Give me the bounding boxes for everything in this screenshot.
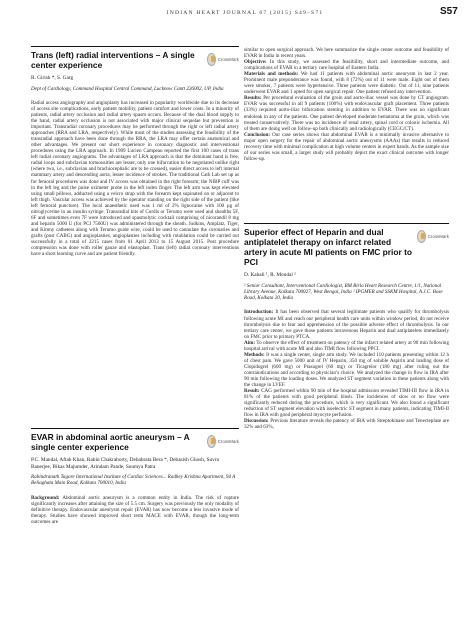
section-label: Introduction: [244, 309, 274, 316]
crossmark-badge[interactable] [417, 229, 449, 243]
article-body [31, 495, 239, 525]
article-affiliation: Rabindranath Tagore International Institute of Cardiac Sciences... Radhey Krishna Apartment, 94 A Beliaghata Main Road, Kolkata 700010, India [31, 474, 236, 487]
crossmark-icon [417, 230, 426, 243]
article-divider [31, 46, 239, 47]
article-authors: P.C. Mandal, Aftab Khan, Rabin Chakraborty, Debabrata Bera *, Debasish Ghosh, Suvro Banerjee, Bikas Majumder, Arindam Pande, Soumya Patra [31, 457, 220, 470]
crossmark-label: CrossMark [427, 233, 449, 239]
page-number: S57 [440, 6, 458, 17]
body-paragraph: Abdominal aortic aneurysm is a common entity in India. The risk of rupture significantly increases after attaining the size of 5.5 cm. Surgery was previously the only modality of definitive therapy. Endovascular aneurysm repair (EVAR) has now become a less invasive mode of therapy. Studies have showed improved short term MACE with EVAR, though the long-term outcomes are [31, 494, 239, 525]
body-paragraph: It has been observed that several legitimate patients who qualify for thrombolysis following acute MI and reach our peripheral health care units within window period, do not receive thrombolysis due to fear and apprehension of the possible adverse effect of thrombolysis. In our tertiary care center, we gave those patients intravenous Heparin and dual antiplatelets immediately on FMC prior to primary PTCA. [244, 309, 449, 340]
crossmark-icon [207, 53, 216, 66]
article-affiliation: ¹ Senior Consultant, Interventional Cardiologist, BM Birla Heart Research Centre, 1/1, National Library Avenue, Kolkata 700027, West Bengal, India ² IPGMER and SSKM Hospital, A.J.C. Bose Road, Kolkata 20, India [244, 282, 443, 302]
article-divider [244, 223, 449, 224]
section-label: Materials and methods: [244, 71, 299, 78]
section-label: Objective: [244, 59, 267, 66]
crossmark-label: CrossMark [217, 56, 239, 62]
body-paragraph: similar to open surgical approach. We here summarize the single center outcome and feasibility of EVAR in India in recent years. [244, 47, 449, 60]
article-evar-continued [244, 47, 449, 162]
section-label: Aim: [244, 339, 256, 346]
crossmark-badge[interactable] [207, 434, 239, 448]
body-paragraph: It was a single center, single arm study. We included 110 patients presenting within 12 h of chest pain. We gave 5000 unit of IV Heparin, 350 mg of soluble Aspirin and loading dose of Clopidogrel (600 mg) or Prasugrel (60 mg) or Ticagrelor (180 mg) after ruling out the contraindications and according to physician’s choice. We analyzed the change in flow in IRA after 90 min following the loading doses. We analyzed ST segment variation in these patients along with the change in LVEF. [244, 351, 450, 389]
crossmark-icon [207, 435, 216, 448]
article-title[interactable]: EVAR in abdominal aortic aneurysm – A single center experience [31, 432, 190, 452]
article-title[interactable]: Superior effect of Heparin and dual antiplatelet therapy on infarct related artery in acute MI patients on FMC prior to PCI [244, 227, 412, 267]
body-paragraph: CAG performed within 90 min of the hospital admission revealed TIMI-III flow in IRA in 81% of the patients with good peripheral blush. The incidences of slow or no flow were significantly reduced during the procedure, which is very significant. We also found a significant reduction of ST segment elevation with isoelectric ST segment in many patients, indicating TIMI-II flow in IRA with good peripheral myocyte perfusion. [244, 388, 450, 419]
body-paragraph: Per procedural evaluation of the groin and aorto-iliac vessel was done by CT angiogram. EVAR was successful in all 9 patients (100%) with endovascular graft placement. Three patients (33%) required aorto-iliac bifurcation stenting in addition to EVAR. There was no significant endoleak in any of the patients. One patient developed moderate hematoma at the groin, which was treated conservatively. There was no incidence of renal artery, spinal cord or colonic ischemia. All of them are doing well on follow-up both clinically and radiologically (CEGC/CT). [244, 95, 449, 132]
page-header [0, 4, 474, 20]
journal-citation: INDIAN HEART JOURNAL 67 (2015) S49–S71 [166, 10, 324, 16]
section-label: Background: [31, 494, 60, 501]
section-label: Results: [244, 95, 262, 102]
article-authors: D. Kahali ¹, R. Mondal ² [244, 272, 296, 278]
article-affiliation: Dept of Cardiology, Command Hospital Central Command, Lucknow Cantt 226002, UP, India [31, 85, 224, 92]
body-paragraph: Radial access angiography and angioplasty has increased in popularity worldwide due to its decrease of access site complications, early patient mobility, patient comfort and lower costs. In a minority of patients, radial artery occlusion and radial artery spasm occurs. Because of the dual blood supply to the hand, radial artery occlusion is not associated with major clinical sequelae but prevention is important. Transradial coronary procedures may be performed through the right or left radial artery approaches (RRA and LRA, respectively). While most of the studies assessing the feasibility of the transradial approach have been done through the RRA, the LRA may offer certain anatomical and other advantages. We present our short experience in coronary diagnostic and interventional procedures using the LRA approach. In 1989 Lucien Campeau reported the first 100 cases of trans left radial coronary angiograms. The advantages of LRA approach is that the dominant hand is free, radial loops and subclavian tortuousities are lesser, only one bifurcation to be negotiated unlike right (where two, i.e., subclavian and brachiocephalic are to be crossed), easier direct access to left internal mammary artery and descending aorta, lesser incidence of strokes. The traditional Cath Lab set up as for femoral procedures was done and IV access was obtained in the right forearm; the NIBP cuff was in the left leg and the pulse oximeter probe in the left index finger. The left arm was kept elevated using small pillows, adducted using a velcro strap with the forearm kept supinated on or adjacent to left thigh. Vascular access was achieved by the operator standing on the right side of the patient (like left femoral puncture). The local anaesthetic used was 1 ml of 2% lignocaine with 100 µg of nitroglycerine in an insulin syringe. Transradial kits of Cordis or Terumo were used and shealths 5F, 6F and sometimes even 7F were introduced and spasmolytic cocktail comprising of nicorandil 8 mg and heparin 5000 U (for PCI 7500U) was administered through the sheath. Judkins, Amplatz, Tiger, and Kimny catheters along with Terumo guide wire, could be used to cannulate the coronaries and grafts (post CABG) and angioplasties, angioplasties including with rotablation could be carried out successfully in a total of 2215 cases from 01 April 2013 to 15 August 2015. Post procedure compression was done with roller gauze and elastoplast. Trans (left) radial coronary interventions have a short learning curve and are patient friendly. [31, 99, 239, 258]
article-body [31, 100, 239, 257]
section-label: Discussion: [244, 418, 269, 425]
article-body [244, 47, 449, 162]
section-label: Result: [244, 388, 260, 395]
article-radial [31, 46, 239, 257]
body-paragraph: In this study, we assessed the feasibility, short and intermediate outcome, and complications of EVAR in a tertiary care hospital of Eastern India. [244, 59, 449, 72]
article-body [244, 309, 449, 430]
article-heparin [244, 223, 449, 430]
article-title[interactable]: Trans (left) radial interventions – A single center experience [31, 50, 195, 70]
article-evar [31, 428, 239, 525]
section-label: Methods: [244, 351, 265, 358]
crossmark-label: CrossMark [217, 438, 239, 444]
crossmark-badge[interactable] [207, 52, 239, 66]
section-label: Conclusion: [244, 131, 271, 138]
body-paragraph: Previous literature reveals the patency of IRA with Streptokinase and Tenecteplase are 32% and 63%, [244, 418, 449, 431]
article-divider [31, 428, 239, 429]
body-paragraph: Our case series shows that abdominal EVAR is a minimally invasive alternative to major open surgery for the repair of abdominal aortic aneurysms (AAAs) that results in reduced recovery time with minimal complication at high volume centers in expert hands. As the sample size of our series was small, a larger study will probably depict the exact clinical outcome with longer follow-up. [244, 131, 449, 162]
article-authors: R. Girish *, S. Garg [31, 75, 74, 81]
body-paragraph: To observe the effect of treatment on patency of the infarct related artery at 90 min following hospital arrival with acute MI and also TIMI flow following PPCI. [244, 339, 450, 352]
body-paragraph: We had 11 patients with abdominal aortic aneurysm in last 2 year. Prominent male preponderance was found, with 8 (72%) out of 11 were male. Eight out of them were smoker, 7 patients were hypertensive. Three patients were diabetic. Out of 11, nine patients underwent EVAR and 1 opted for open surgical repair. One patient refused any intervention. [244, 71, 449, 96]
